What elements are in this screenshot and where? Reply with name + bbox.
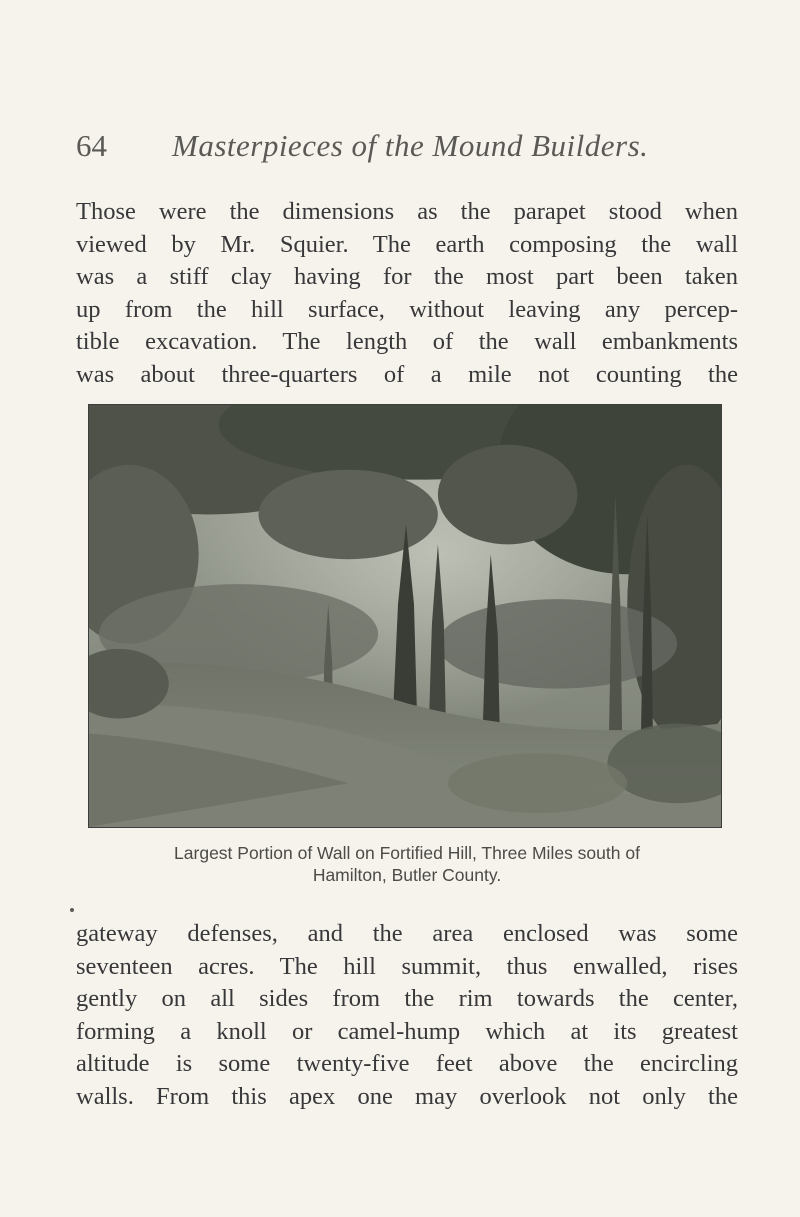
caption-line: Largest Portion of Wall on Fortified Hill, Three Miles south of — [174, 843, 640, 863]
forest-photo-image — [89, 405, 721, 827]
wall-photograph — [88, 404, 722, 828]
text-line: tible excavation. The length of the wall embankments — [76, 328, 738, 356]
paragraph-bottom — [76, 918, 738, 1114]
text-line: forming a knoll or camel-hump which at its greatest — [76, 1017, 738, 1045]
text-line: was a stiff clay having for the most part been taken — [76, 263, 738, 291]
text-line: Those were the dimensions as the parapet stood when — [76, 198, 738, 225]
print-speck — [70, 908, 74, 912]
text-line: was about three-quarters of a mile not counting the — [76, 360, 738, 388]
paragraph-top — [76, 196, 738, 392]
page-number: 64 — [76, 128, 107, 163]
text-line: walls. From this apex one may overlook not only the — [76, 1082, 738, 1110]
caption-line: Hamilton, Butler County. — [312, 865, 502, 885]
running-title: Masterpieces of the Mound Builders. — [172, 128, 649, 163]
text-line: gateway defenses, and the area enclosed was some — [76, 920, 738, 947]
text-line: seventeen acres. The hill summit, thus enwalled, rises — [76, 952, 738, 980]
text-line: altitude is some twenty-five feet above the encircling — [76, 1050, 738, 1078]
running-head — [76, 126, 736, 166]
text-line: up from the hill surface, without leaving any percep- — [76, 295, 738, 323]
text-line: viewed by Mr. Squier. The earth composing the wall — [76, 230, 738, 258]
text-line: gently on all sides from the rim towards the center, — [76, 985, 738, 1013]
figure-caption — [76, 842, 738, 886]
